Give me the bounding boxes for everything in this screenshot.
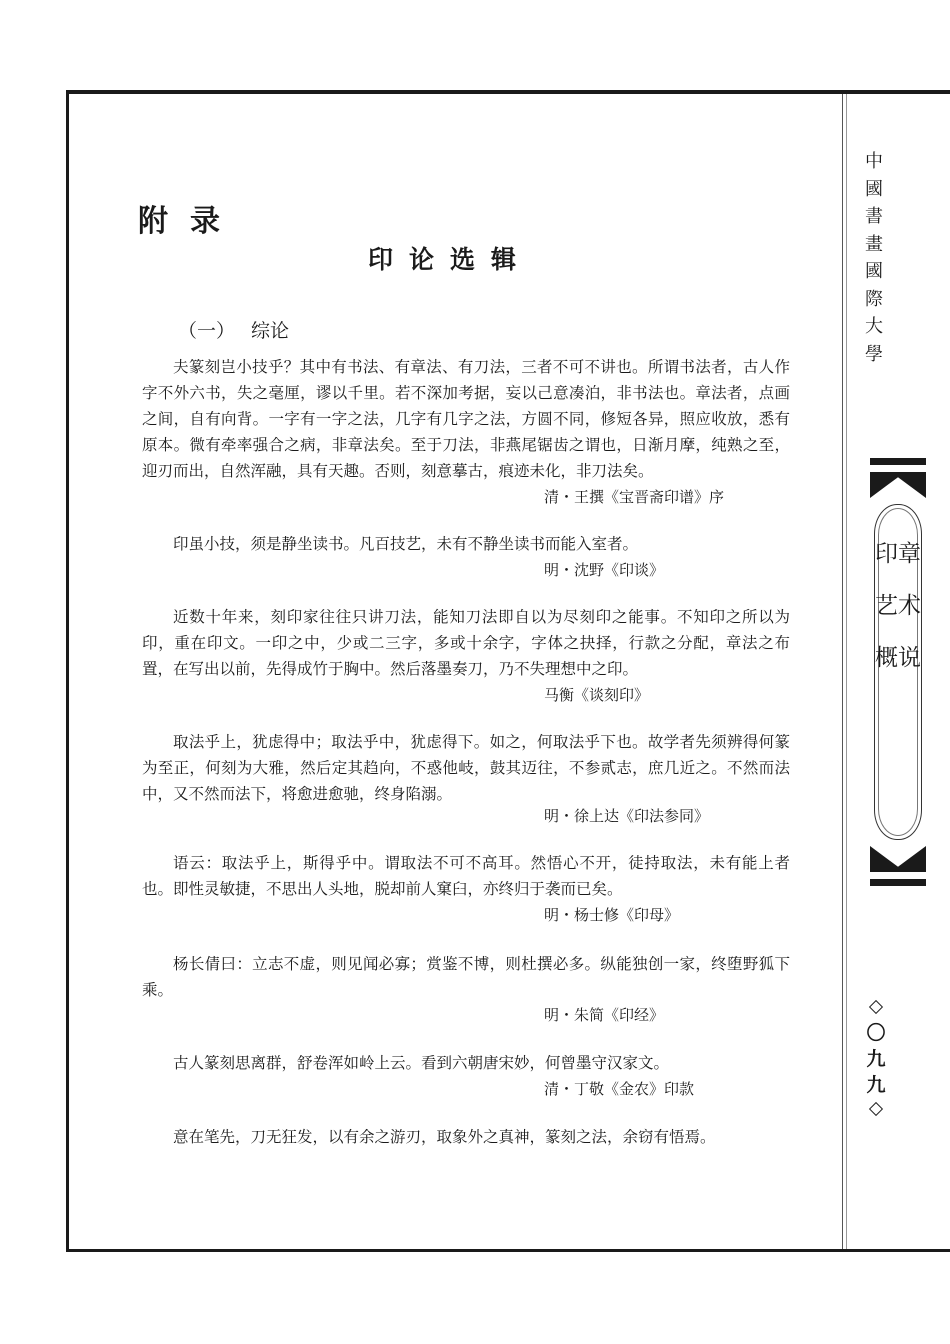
- page-number: 〇九九: [866, 1022, 886, 1096]
- quote-paragraph: 杨长倩曰：立志不虚，则见闻必寡；赏鉴不博，则杜撰必多。纵能独创一家，终堕野狐下乘。: [142, 955, 790, 999]
- quote-source: 明・沈野《印谈》: [544, 561, 665, 579]
- diamond-ornament-bottom: [869, 1102, 883, 1116]
- quote-paragraph: 取法乎上，犹虑得中；取法乎中，犹虑得下。如之，何取法乎下也。故学者先须辨得何篆为至正，何刻为大雅，然后定其趋向，不惑他岐，鼓其迈往，不参贰志，庶几近之。不然而法中，又不然而法下，将愈进愈驰，终身陷溺。: [142, 733, 790, 803]
- quote-source: 明・徐上达《印法参同》: [544, 807, 710, 825]
- quote-paragraph: 夫篆刻岂小技乎？其中有书法、有章法、有刀法，三者不可不讲也。所谓书法者，古人作字不外六书，失之毫厘，谬以千里。若不深加考据，妄以己意凑泊，非书法也。章法者，点画之间，自有向背。一字有一字之法，几字有几字之法，方圆不同，修短各异，照应收放，悉有原本。微有牵率强合之病，非章法矣。至于刀法，非燕尾锯齿之谓也，日渐月摩，纯熟之至，迎刃而出，自然浑融，具有天趣。否则，刻意摹古，痕迹未化，非刀法矣。: [142, 358, 790, 480]
- quote-paragraph: 语云：取法乎上，斯得乎中。谓取法不可不高耳。然悟心不开，徒持取法，未有能上者也。即性灵敏捷，不思出人头地，脱却前人窠臼，亦终归于袭而已矣。: [142, 854, 790, 898]
- banner-bar-bottom: [870, 879, 926, 886]
- subsection-number: （一）: [178, 320, 236, 342]
- page-frame-top: [66, 90, 950, 94]
- subsection-title: 综论: [251, 320, 290, 342]
- page-frame-bottom: [66, 1249, 950, 1252]
- diamond-ornament-top: [869, 1000, 883, 1014]
- quote-paragraph: 意在笔先，刀无狂发，以有余之游刃，取象外之真神，篆刻之法，余窃有悟焉。: [173, 1128, 716, 1146]
- page-number-block: [864, 996, 888, 1122]
- banner-bar-top: [870, 458, 926, 465]
- margin-rule-inner: [846, 94, 847, 1249]
- series-title: 中國書畫國際大學: [865, 151, 883, 365]
- book-title: 印章艺术概说: [875, 541, 921, 671]
- quote-source: 清・丁敬《金农》印款: [544, 1080, 695, 1098]
- margin-rule: [842, 94, 843, 1249]
- banner-ornament-bottom: [870, 846, 926, 872]
- page-title: 印论选辑: [368, 245, 533, 274]
- quote-paragraph: 古人篆刻思离群，舒卷浑如岭上云。看到六朝唐宋妙，何曾墨守汉家文。: [173, 1054, 670, 1072]
- banner-ornament-top: [870, 472, 926, 498]
- book-title-banner: [870, 458, 926, 886]
- quote-source: 明・杨士修《印母》: [544, 906, 680, 924]
- subsection-heading: [178, 316, 289, 343]
- quote-source: 明・朱简《印经》: [544, 1006, 665, 1024]
- quote-source: 马衡《谈刻印》: [544, 686, 650, 704]
- quote-source: 清・王撰《宝晋斋印谱》序: [544, 488, 725, 506]
- page-frame-left: [66, 90, 69, 1252]
- section-heading: 附录: [138, 204, 242, 239]
- quote-paragraph: 近数十年来，刻印家往往只讲刀法，能知刀法即自以为尽刻印之能事。不知印之所以为印，重在印文。一印之中，少或二三字，多或十余字，字体之抉择，行款之分配，章法之布置，在写出以前，先得成竹于胸中。然后落墨奏刀，乃不失理想中之印。: [142, 608, 790, 678]
- quote-paragraph: 印虽小技，须是静坐读书。凡百技艺，未有不静坐读书而能入室者。: [173, 535, 639, 553]
